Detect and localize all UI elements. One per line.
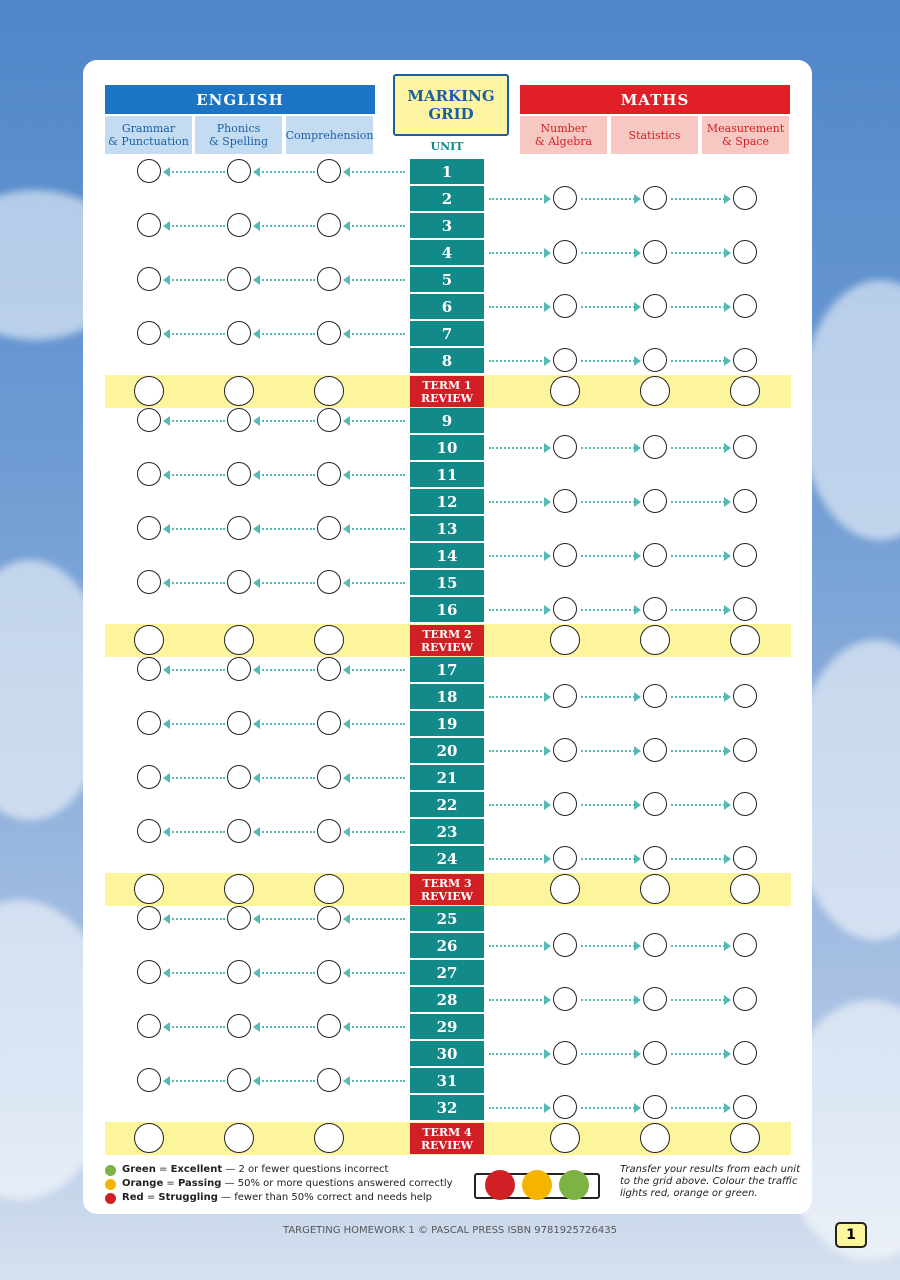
legend-name: Orange: [122, 1178, 164, 1189]
review-line1: TERM 2: [422, 627, 472, 641]
result-circle[interactable]: [643, 1095, 667, 1119]
dotted-arrow: [581, 501, 639, 503]
unit-cell: 20: [410, 738, 484, 763]
unit-cell: 19: [410, 711, 484, 736]
unit-cell: 21: [410, 765, 484, 790]
dotted-arrow: [581, 945, 639, 947]
dotted-arrow: [671, 501, 729, 503]
dotted-arrow: [345, 171, 405, 173]
result-circle[interactable]: [643, 597, 667, 621]
dotted-arrow: [255, 972, 315, 974]
unit-cell: 29: [410, 1014, 484, 1039]
unit-cell: 2: [410, 186, 484, 211]
dotted-arrow: [581, 447, 639, 449]
traffic-light-circle: [559, 1170, 589, 1200]
review-line2: REVIEW: [421, 1138, 473, 1152]
result-circle[interactable]: [730, 625, 760, 655]
result-circle[interactable]: [227, 1014, 251, 1038]
result-circle[interactable]: [640, 874, 670, 904]
review-line2: REVIEW: [421, 391, 473, 405]
dotted-arrow: [345, 831, 405, 833]
dotted-arrow: [489, 198, 549, 200]
result-circle[interactable]: [317, 765, 341, 789]
result-circle[interactable]: [550, 874, 580, 904]
result-circle[interactable]: [553, 240, 577, 264]
dotted-arrow: [671, 198, 729, 200]
unit-column-label: UNIT: [430, 140, 464, 153]
unit-cell: 13: [410, 516, 484, 541]
legend-item: [105, 1177, 453, 1191]
transfer-instructions: Transfer your results from each unit to the grid above. Colour the traffic lights red, orange or green.: [620, 1164, 800, 1199]
dotted-arrow: [489, 804, 549, 806]
result-circle[interactable]: [134, 1123, 164, 1153]
result-circle[interactable]: [314, 376, 344, 406]
result-circle[interactable]: [314, 1123, 344, 1153]
result-circle[interactable]: [553, 543, 577, 567]
result-circle[interactable]: [137, 516, 161, 540]
result-circle[interactable]: [643, 240, 667, 264]
result-circle[interactable]: [227, 213, 251, 237]
column-header: Statistics: [611, 116, 698, 154]
review-line2: REVIEW: [421, 640, 473, 654]
result-circle[interactable]: [317, 570, 341, 594]
dotted-arrow: [671, 696, 729, 698]
result-circle[interactable]: [643, 846, 667, 870]
cloud: [800, 280, 900, 540]
unit-cell: 23: [410, 819, 484, 844]
result-circle[interactable]: [553, 186, 577, 210]
result-circle[interactable]: [137, 408, 161, 432]
marking-title-line1: MARKING: [407, 87, 495, 105]
equals-sign: =: [155, 1164, 171, 1175]
column-header: Phonics & Spelling: [195, 116, 282, 154]
result-circle[interactable]: [643, 294, 667, 318]
dotted-arrow: [489, 1107, 549, 1109]
dotted-arrow: [345, 225, 405, 227]
result-circle[interactable]: [137, 960, 161, 984]
unit-cell: 5: [410, 267, 484, 292]
result-circle[interactable]: [553, 684, 577, 708]
dotted-arrow: [489, 750, 549, 752]
legend-status: Excellent: [170, 1164, 223, 1175]
result-circle[interactable]: [550, 376, 580, 406]
result-circle[interactable]: [733, 543, 757, 567]
unit-cell: 26: [410, 933, 484, 958]
result-circle[interactable]: [224, 874, 254, 904]
legend-name: Green: [122, 1164, 156, 1175]
result-circle[interactable]: [137, 321, 161, 345]
result-circle[interactable]: [137, 267, 161, 291]
unit-cell: 6: [410, 294, 484, 319]
result-circle[interactable]: [227, 570, 251, 594]
result-circle[interactable]: [733, 792, 757, 816]
result-circle[interactable]: [314, 625, 344, 655]
result-circle[interactable]: [137, 819, 161, 843]
result-circle[interactable]: [317, 213, 341, 237]
result-circle[interactable]: [553, 792, 577, 816]
result-circle[interactable]: [317, 960, 341, 984]
dotted-arrow: [345, 420, 405, 422]
legend-item: [105, 1191, 453, 1205]
result-circle[interactable]: [643, 489, 667, 513]
result-circle[interactable]: [553, 987, 577, 1011]
dotted-arrow: [165, 972, 225, 974]
review-line1: TERM 4: [422, 1125, 472, 1139]
column-header: Measurement & Space: [702, 116, 789, 154]
result-circle[interactable]: [134, 376, 164, 406]
dotted-arrow: [671, 555, 729, 557]
result-circle[interactable]: [137, 213, 161, 237]
review-line2: REVIEW: [421, 889, 473, 903]
result-circle[interactable]: [643, 792, 667, 816]
dotted-arrow: [671, 945, 729, 947]
result-circle[interactable]: [733, 1095, 757, 1119]
term-review-label: [410, 376, 484, 407]
dotted-arrow: [255, 171, 315, 173]
result-circle[interactable]: [227, 1068, 251, 1092]
unit-cell: 10: [410, 435, 484, 460]
result-circle[interactable]: [134, 874, 164, 904]
equals-sign: =: [143, 1192, 159, 1203]
dotted-arrow: [671, 1107, 729, 1109]
dotted-arrow: [165, 918, 225, 920]
result-circle[interactable]: [553, 738, 577, 762]
dotted-arrow: [345, 1026, 405, 1028]
dotted-arrow: [489, 306, 549, 308]
dotted-arrow: [345, 669, 405, 671]
result-circle[interactable]: [733, 348, 757, 372]
dotted-arrow: [255, 225, 315, 227]
result-circle[interactable]: [227, 159, 251, 183]
dotted-arrow: [581, 696, 639, 698]
result-circle[interactable]: [227, 516, 251, 540]
status-dot-icon: [105, 1165, 116, 1176]
dotted-arrow: [489, 555, 549, 557]
result-circle[interactable]: [643, 543, 667, 567]
dotted-arrow: [581, 999, 639, 1001]
result-circle[interactable]: [643, 987, 667, 1011]
result-circle[interactable]: [643, 435, 667, 459]
result-circle[interactable]: [553, 1041, 577, 1065]
result-circle[interactable]: [224, 625, 254, 655]
result-circle[interactable]: [733, 684, 757, 708]
marking-grid-title: [393, 74, 509, 136]
result-circle[interactable]: [227, 819, 251, 843]
column-header: Comprehension: [286, 116, 373, 154]
dotted-arrow: [165, 279, 225, 281]
dotted-arrow: [345, 528, 405, 530]
result-circle[interactable]: [137, 1014, 161, 1038]
dotted-arrow: [671, 858, 729, 860]
dotted-arrow: [489, 696, 549, 698]
dotted-arrow: [671, 360, 729, 362]
result-circle[interactable]: [730, 376, 760, 406]
dotted-arrow: [165, 831, 225, 833]
result-circle[interactable]: [137, 570, 161, 594]
dotted-arrow: [345, 474, 405, 476]
dotted-arrow: [489, 501, 549, 503]
legend-desc: — 2 or fewer questions incorrect: [222, 1164, 389, 1175]
dotted-arrow: [581, 804, 639, 806]
result-circle[interactable]: [317, 1014, 341, 1038]
result-circle[interactable]: [137, 159, 161, 183]
dotted-arrow: [671, 252, 729, 254]
dotted-arrow: [165, 669, 225, 671]
unit-cell: 4: [410, 240, 484, 265]
dotted-arrow: [165, 225, 225, 227]
legend-status: Struggling: [158, 1192, 218, 1203]
dotted-arrow: [671, 804, 729, 806]
unit-cell: 1: [410, 159, 484, 184]
result-circle[interactable]: [317, 711, 341, 735]
result-circle[interactable]: [137, 1068, 161, 1092]
term-review-label: [410, 874, 484, 905]
unit-cell: 11: [410, 462, 484, 487]
result-circle[interactable]: [317, 462, 341, 486]
legend-desc: — fewer than 50% correct and needs help: [217, 1192, 433, 1203]
unit-cell: 16: [410, 597, 484, 622]
term-review-label: [410, 625, 484, 656]
result-circle[interactable]: [643, 186, 667, 210]
column-header: Number & Algebra: [520, 116, 607, 154]
dotted-arrow: [345, 918, 405, 920]
result-circle[interactable]: [224, 376, 254, 406]
dotted-arrow: [489, 1053, 549, 1055]
result-circle[interactable]: [733, 240, 757, 264]
unit-cell: 15: [410, 570, 484, 595]
result-circle[interactable]: [733, 294, 757, 318]
result-circle[interactable]: [733, 186, 757, 210]
unit-cell: 18: [410, 684, 484, 709]
result-circle[interactable]: [733, 738, 757, 762]
result-circle[interactable]: [553, 435, 577, 459]
dotted-arrow: [165, 582, 225, 584]
dotted-arrow: [489, 999, 549, 1001]
result-circle[interactable]: [730, 874, 760, 904]
legend-name: Red: [122, 1192, 144, 1203]
page-number: 1: [835, 1222, 867, 1248]
result-circle[interactable]: [317, 408, 341, 432]
unit-cell: 3: [410, 213, 484, 238]
dotted-arrow: [345, 1080, 405, 1082]
result-circle[interactable]: [733, 987, 757, 1011]
result-circle[interactable]: [643, 684, 667, 708]
result-circle[interactable]: [227, 960, 251, 984]
review-line1: TERM 1: [422, 378, 472, 392]
result-circle[interactable]: [227, 765, 251, 789]
column-header: Grammar & Punctuation: [105, 116, 192, 154]
dotted-arrow: [489, 252, 549, 254]
result-circle[interactable]: [553, 489, 577, 513]
result-circle[interactable]: [317, 819, 341, 843]
unit-cell: 30: [410, 1041, 484, 1066]
dotted-arrow: [255, 1026, 315, 1028]
result-circle[interactable]: [553, 348, 577, 372]
dotted-arrow: [255, 1080, 315, 1082]
result-circle[interactable]: [137, 711, 161, 735]
result-circle[interactable]: [643, 348, 667, 372]
legend-desc: — 50% or more questions answered correctly: [221, 1178, 453, 1189]
dotted-arrow: [165, 777, 225, 779]
result-circle[interactable]: [640, 625, 670, 655]
result-circle[interactable]: [733, 933, 757, 957]
dotted-arrow: [255, 831, 315, 833]
result-circle[interactable]: [550, 625, 580, 655]
result-circle[interactable]: [227, 267, 251, 291]
result-circle[interactable]: [317, 906, 341, 930]
unit-cell: 28: [410, 987, 484, 1012]
result-circle[interactable]: [553, 933, 577, 957]
dotted-arrow: [581, 306, 639, 308]
dotted-arrow: [165, 528, 225, 530]
result-circle[interactable]: [640, 1123, 670, 1153]
unit-cell: 8: [410, 348, 484, 373]
unit-cell: 17: [410, 657, 484, 682]
dotted-arrow: [165, 171, 225, 173]
result-circle[interactable]: [317, 159, 341, 183]
status-dot-icon: [105, 1179, 116, 1190]
result-circle[interactable]: [314, 874, 344, 904]
result-circle[interactable]: [317, 267, 341, 291]
marking-title-line2: GRID: [428, 105, 474, 123]
dotted-arrow: [581, 858, 639, 860]
dotted-arrow: [255, 420, 315, 422]
unit-cell: 32: [410, 1095, 484, 1120]
dotted-arrow: [345, 582, 405, 584]
dotted-arrow: [581, 198, 639, 200]
result-circle[interactable]: [227, 906, 251, 930]
result-circle[interactable]: [317, 1068, 341, 1092]
dotted-arrow: [581, 750, 639, 752]
dotted-arrow: [671, 750, 729, 752]
dotted-arrow: [489, 858, 549, 860]
result-circle[interactable]: [733, 1041, 757, 1065]
unit-cell: 25: [410, 906, 484, 931]
dotted-arrow: [165, 333, 225, 335]
result-circle[interactable]: [733, 846, 757, 870]
unit-cell: 24: [410, 846, 484, 871]
dotted-arrow: [489, 945, 549, 947]
dotted-arrow: [165, 474, 225, 476]
dotted-arrow: [489, 447, 549, 449]
result-circle[interactable]: [553, 846, 577, 870]
dotted-arrow: [165, 1026, 225, 1028]
result-circle[interactable]: [733, 597, 757, 621]
legend-item: [105, 1163, 453, 1177]
unit-cell: 7: [410, 321, 484, 346]
result-circle[interactable]: [227, 321, 251, 345]
english-banner: ENGLISH: [105, 85, 375, 114]
dotted-arrow: [489, 609, 549, 611]
result-circle[interactable]: [137, 765, 161, 789]
dotted-arrow: [255, 582, 315, 584]
dotted-arrow: [581, 609, 639, 611]
result-circle[interactable]: [227, 711, 251, 735]
dotted-arrow: [345, 972, 405, 974]
dotted-arrow: [581, 1107, 639, 1109]
dotted-arrow: [255, 918, 315, 920]
result-circle[interactable]: [733, 435, 757, 459]
result-circle[interactable]: [227, 462, 251, 486]
equals-sign: =: [163, 1178, 178, 1189]
result-circle[interactable]: [730, 1123, 760, 1153]
legend: [105, 1163, 453, 1205]
result-circle[interactable]: [553, 1095, 577, 1119]
result-circle[interactable]: [227, 408, 251, 432]
marking-grid-sheet: [83, 60, 812, 1214]
result-circle[interactable]: [550, 1123, 580, 1153]
result-circle[interactable]: [134, 625, 164, 655]
dotted-arrow: [581, 252, 639, 254]
dotted-arrow: [671, 1053, 729, 1055]
result-circle[interactable]: [733, 489, 757, 513]
dotted-arrow: [255, 333, 315, 335]
traffic-light-circle: [485, 1170, 515, 1200]
status-dot-icon: [105, 1193, 116, 1204]
traffic-light-circle: [522, 1170, 552, 1200]
dotted-arrow: [581, 360, 639, 362]
dotted-arrow: [255, 723, 315, 725]
dotted-arrow: [671, 306, 729, 308]
dotted-arrow: [255, 528, 315, 530]
unit-cell: 27: [410, 960, 484, 985]
unit-cell: 12: [410, 489, 484, 514]
dotted-arrow: [671, 447, 729, 449]
dotted-arrow: [345, 333, 405, 335]
result-circle[interactable]: [553, 294, 577, 318]
legend-status: Passing: [178, 1178, 222, 1189]
result-circle[interactable]: [317, 516, 341, 540]
result-circle[interactable]: [227, 657, 251, 681]
maths-banner: MATHS: [520, 85, 790, 114]
unit-cell: 9: [410, 408, 484, 433]
dotted-arrow: [345, 723, 405, 725]
result-circle[interactable]: [137, 462, 161, 486]
dotted-arrow: [581, 555, 639, 557]
term-review-label: [410, 1123, 484, 1154]
result-circle[interactable]: [643, 738, 667, 762]
dotted-arrow: [255, 669, 315, 671]
dotted-arrow: [255, 279, 315, 281]
dotted-arrow: [165, 723, 225, 725]
dotted-arrow: [255, 777, 315, 779]
result-circle[interactable]: [640, 376, 670, 406]
footer-credit: TARGETING HOMEWORK 1 © PASCAL PRESS ISBN 9781925726435: [282, 1225, 617, 1236]
dotted-arrow: [671, 999, 729, 1001]
unit-cell: 31: [410, 1068, 484, 1093]
dotted-arrow: [581, 1053, 639, 1055]
dotted-arrow: [165, 1080, 225, 1082]
dotted-arrow: [489, 360, 549, 362]
result-circle[interactable]: [137, 906, 161, 930]
dotted-arrow: [671, 609, 729, 611]
result-circle[interactable]: [317, 657, 341, 681]
dotted-arrow: [345, 279, 405, 281]
unit-cell: 22: [410, 792, 484, 817]
result-circle[interactable]: [137, 657, 161, 681]
dotted-arrow: [255, 474, 315, 476]
result-circle[interactable]: [643, 1041, 667, 1065]
result-circle[interactable]: [553, 597, 577, 621]
unit-cell: 14: [410, 543, 484, 568]
dotted-arrow: [165, 420, 225, 422]
result-circle[interactable]: [224, 1123, 254, 1153]
result-circle[interactable]: [317, 321, 341, 345]
dotted-arrow: [345, 777, 405, 779]
review-line1: TERM 3: [422, 876, 472, 890]
result-circle[interactable]: [643, 933, 667, 957]
